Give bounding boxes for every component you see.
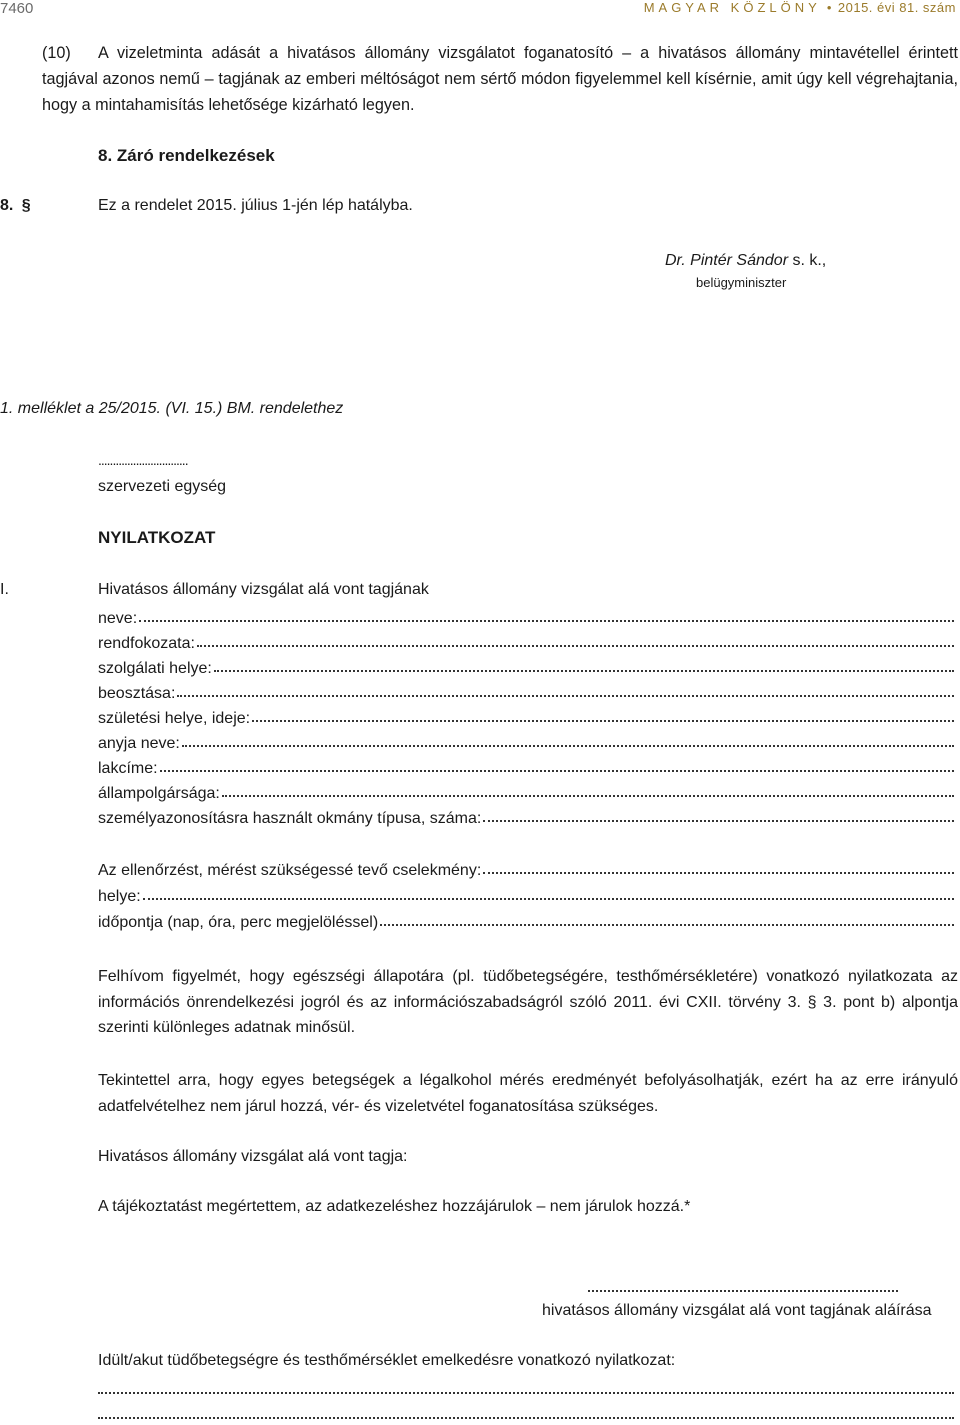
field-mother-name[interactable]: anyja neve:: [98, 729, 954, 753]
document-title: NYILATKOZAT: [98, 528, 216, 547]
consent-statement: A tájékoztatást megértettem, az adatkezeléshez hozzájárulok – nem járulok hozzá.*: [98, 1198, 691, 1215]
field-place[interactable]: helye:: [98, 882, 954, 906]
field-rank[interactable]: rendfokozata:: [98, 629, 954, 653]
health-notice: Felhívom figyelmét, hogy egészségi állapotára (pl. tüdőbetegségére, testhőmérsékletére) vonatkozó nyilatkozata az információs önrendelkezési jogról és az információszabadságról szóló 2011. évi CXII. törvény 3. § 3. pont b) alpontja szerinti különleges adatnak minősül.: [98, 968, 958, 1036]
field-address[interactable]: lakcíme:: [98, 754, 954, 778]
signatory-suffix: s. k.,: [792, 252, 827, 269]
tb-statement-label: Idült/akut tüdőbetegségre és testhőmérséklet emelkedésre vonatkozó nyilatkozat:: [98, 1352, 676, 1369]
paragraph-number: (10): [42, 44, 71, 62]
section-number: I.: [0, 581, 9, 598]
alcohol-notice: Tekintettel arra, hogy egyes betegségek a légalkohol mérés eredményét befolyásolhatják, ezért ha az erre irányuló adatfelvételhez nem járul hozzá, vér- és vizeletvétel foganatosítása szükséges.: [98, 1072, 958, 1115]
paragraph-10: [42, 40, 958, 118]
field-time[interactable]: időpontja (nap, óra, perc megjelöléssel): [98, 908, 954, 932]
journal-name: MAGYAR KÖZLÖNY: [643, 0, 821, 15]
annex-title: 1. melléklet a 25/2015. (VI. 15.) BM. rendelethez: [0, 400, 344, 417]
signatory-name: Dr. Pintér Sándor: [665, 252, 789, 269]
field-name[interactable]: neve:: [98, 604, 954, 628]
issue-number: 2015. évi 81. szám: [837, 0, 956, 15]
signatory-title: belügyminiszter: [696, 275, 787, 290]
signature-line[interactable]: [588, 1290, 898, 1292]
section-paragraph-text: Ez a rendelet 2015. július 1-jén lép hatályba.: [98, 197, 413, 214]
section-title: Hivatásos állomány vizsgálat alá vont tagjának: [98, 581, 429, 598]
page-number: 7460: [0, 0, 34, 17]
field-id-document[interactable]: személyazonosításra használt okmány típusa, száma:: [98, 804, 954, 828]
paragraph-text: A vizeletminta adását a hivatásos állomány vizsgálatot foganatosító – a hivatásos állomány mintavétellel érintett tagjával azonos nemű – tagjának az emberi méltóságot nem sértő módon figyelemmel kell kísérnie, amit úgy kell végrehajtania, hogy a mintahamisítás lehetősége kizárható legyen.: [42, 44, 958, 114]
tb-statement-line-2[interactable]: [98, 1417, 954, 1419]
field-birth-place-date[interactable]: születési helye, ideje:: [98, 704, 954, 728]
section-paragraph: [0, 197, 413, 215]
bullet-icon: •: [826, 0, 832, 15]
section-heading: 8. Záró rendelkezések: [98, 146, 275, 165]
section-paragraph-number: 8.: [0, 197, 14, 214]
running-header: [644, 0, 956, 15]
field-position[interactable]: beosztása:: [98, 679, 954, 703]
unit-label: szervezeti egység: [98, 478, 227, 495]
field-duty-station[interactable]: szolgálati helye:: [98, 654, 954, 678]
tb-statement-line-1[interactable]: [98, 1392, 954, 1394]
signature-label: hivatásos állomány vizsgálat alá vont tagjának aláírása: [542, 1302, 932, 1319]
field-citizenship[interactable]: állampolgársága:: [98, 779, 954, 803]
section-sign: §: [21, 197, 31, 214]
signatory: [665, 252, 826, 270]
field-incident[interactable]: Az ellenőrzést, mérést szükségessé tevő cselekmény:: [98, 856, 954, 880]
unit-dots: ...............................: [98, 452, 188, 468]
member-label: Hivatásos állomány vizsgálat alá vont tagja:: [98, 1148, 408, 1165]
